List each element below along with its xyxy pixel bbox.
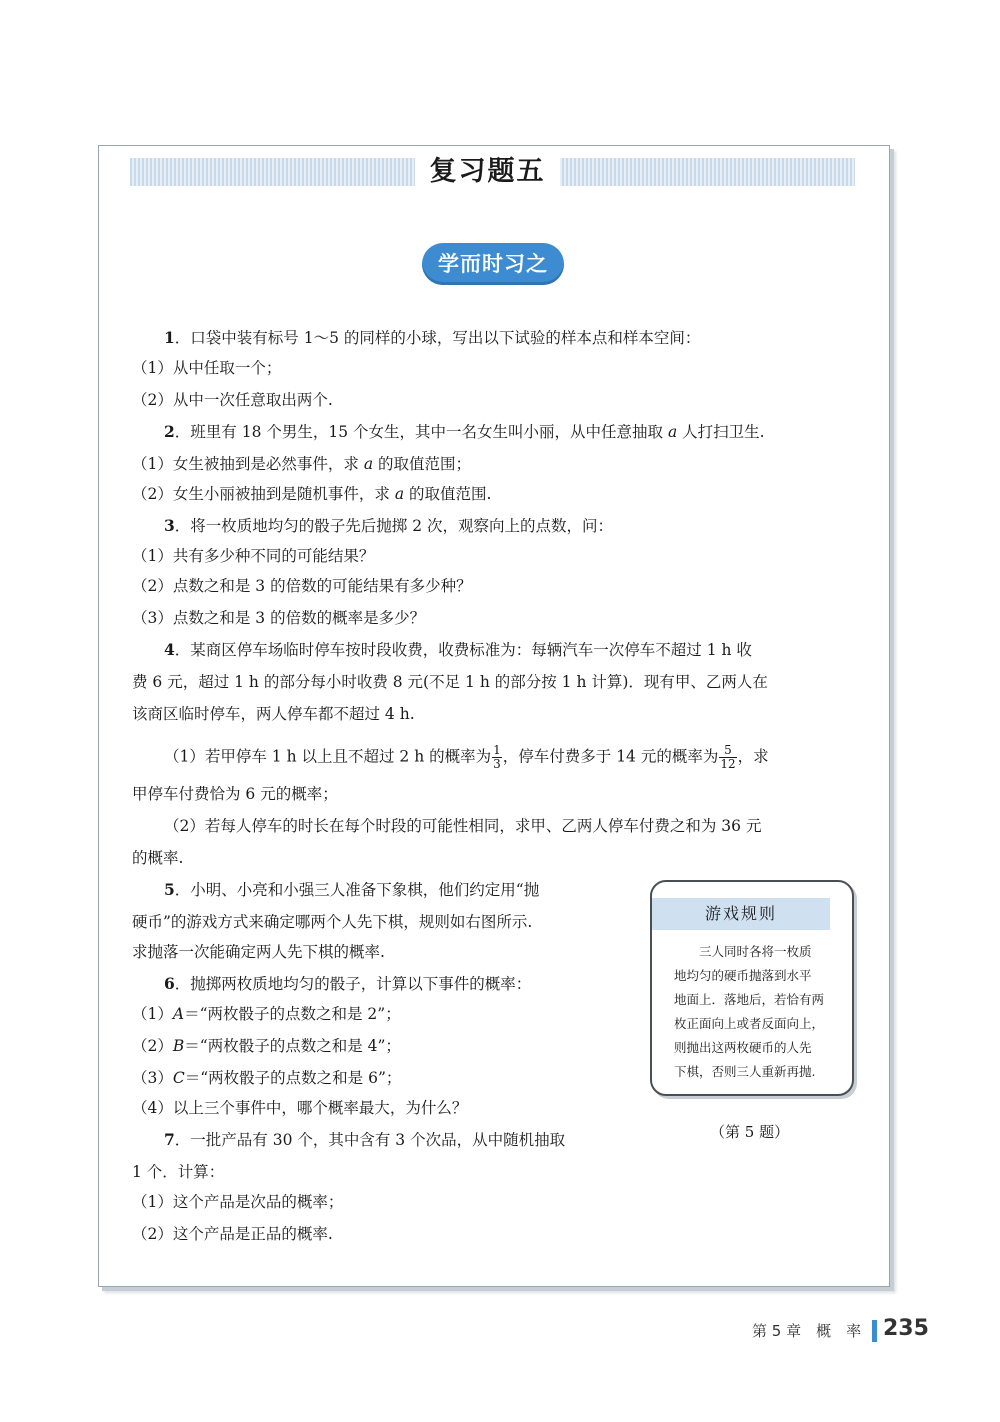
- problem-2-sub-2: （2）女生小丽被抽到是随机事件，求 a 的取值范围.: [132, 485, 492, 503]
- problem-1: 1．口袋中装有标号 1～5 的同样的小球，写出以下试验的样本点和样本空间：: [164, 328, 701, 347]
- problem-4-sub-2-line-2: 的概率.: [132, 849, 184, 867]
- chapter-footer: 第 5 章 概 率: [752, 1322, 862, 1340]
- figure-caption: （第 5 题）: [710, 1123, 790, 1141]
- problem-3: 3．将一枚质地均匀的骰子先后抛掷 2 次，观察向上的点数，问：: [164, 516, 614, 535]
- problem-4-line-3: 该商区临时停车，两人停车都不超过 4 h.: [132, 705, 415, 723]
- fraction-one-third: $\frac{1}{3}$: [493, 743, 501, 771]
- problem-4-line-2: 费 6 元，超过 1 h 的部分每小时收费 8 元(不足 1 h 的部分按 1 h 计算)．现有甲、乙两人在: [132, 673, 768, 691]
- problem-1-sub-1: （1）从中任取一个；: [132, 359, 282, 377]
- problem-3-sub-2: （2）点数之和是 3 的倍数的可能结果有多少种？: [132, 577, 472, 595]
- problem-6-sub-1: （1）A＝“两枚骰子的点数之和是 2”；: [132, 1005, 401, 1023]
- page-number: 235: [883, 1316, 929, 1341]
- fraction-five-twelfths: $\frac{5}{12}$: [720, 743, 736, 771]
- problem-3-sub-1: （1）共有多少种不同的可能结果？: [132, 547, 375, 565]
- page-title: 复习题五: [429, 156, 546, 187]
- problem-2-sub-1: （1）女生被抽到是必然事件，求 a 的取值范围；: [132, 455, 472, 473]
- game-rule-card: [650, 880, 854, 1096]
- problem-6-sub-2: （2）B＝“两枚骰子的点数之和是 4”；: [132, 1037, 401, 1055]
- section-badge: [422, 243, 564, 285]
- problem-5-line-3: 求抛落一次能确定两人先下棋的概率.: [132, 943, 385, 961]
- problem-1-sub-2: （2）从中一次任意取出两个.: [132, 391, 333, 409]
- problem-6: 6．抛掷两枚质地均匀的骰子，计算以下事件的概率：: [164, 974, 532, 993]
- section-badge-label: 学而时习之: [438, 252, 548, 276]
- problem-4-sub-2: （2）若每人停车的时长在每个时段的可能性相同，求甲、乙两人停车付费之和为 36 元: [164, 817, 762, 835]
- problem-5-line-2: 硬币”的游戏方式来确定哪两个人先下棋，规则如右图所示.: [132, 913, 533, 931]
- problem-7: 7．一批产品有 30 个，其中含有 3 个次品，从中随机抽取: [164, 1130, 566, 1149]
- problem-2: 2．班里有 18 个男生，15 个女生，其中一名女生叫小丽，从中任意抽取 a 人打扫卫生.: [164, 422, 765, 441]
- footer-accent-bar: [872, 1320, 877, 1342]
- problem-7-sub-2: （2）这个产品是正品的概率.: [132, 1225, 333, 1243]
- problem-6-sub-4: （4）以上三个事件中，哪个概率最大，为什么？: [132, 1099, 468, 1117]
- problem-6-sub-3: （3）C＝“两枚骰子的点数之和是 6”；: [132, 1069, 402, 1087]
- problem-5: 5．小明、小亮和小强三人准备下象棋，他们约定用“抛: [164, 880, 540, 899]
- problem-3-sub-3: （3）点数之和是 3 的倍数的概率是多少？: [132, 609, 426, 627]
- problem-7-sub-1: （1）这个产品是次品的概率；: [132, 1193, 344, 1211]
- problem-4-sub-1-line-2: 甲停车付费恰为 6 元的概率；: [132, 785, 338, 803]
- problem-4-sub-1: （1）若甲停车 1 h 以上且不超过 2 h 的概率为 $\frac{1}{3}$ ，停车付费多于 14 元的概率为 $\frac{5}{12}$ ，求: [164, 743, 769, 771]
- game-rule-title: 游戏规则: [652, 898, 830, 930]
- game-rule-text: 三人同时各将一枚质 地均匀的硬币抛落到水平 地面上．落地后，若恰有两 枚正面向上或者反面向上， 则抛出这两枚硬币的人先 下棋，否则三人重新再抛.: [674, 944, 825, 1079]
- problem-7-line-2: 1 个．计算：: [132, 1163, 225, 1181]
- problem-4: 4．某商区停车场临时停车按时段收费，收费标准为：每辆汽车一次停车不超过 1 h 收: [164, 640, 752, 659]
- title-box: [415, 150, 560, 194]
